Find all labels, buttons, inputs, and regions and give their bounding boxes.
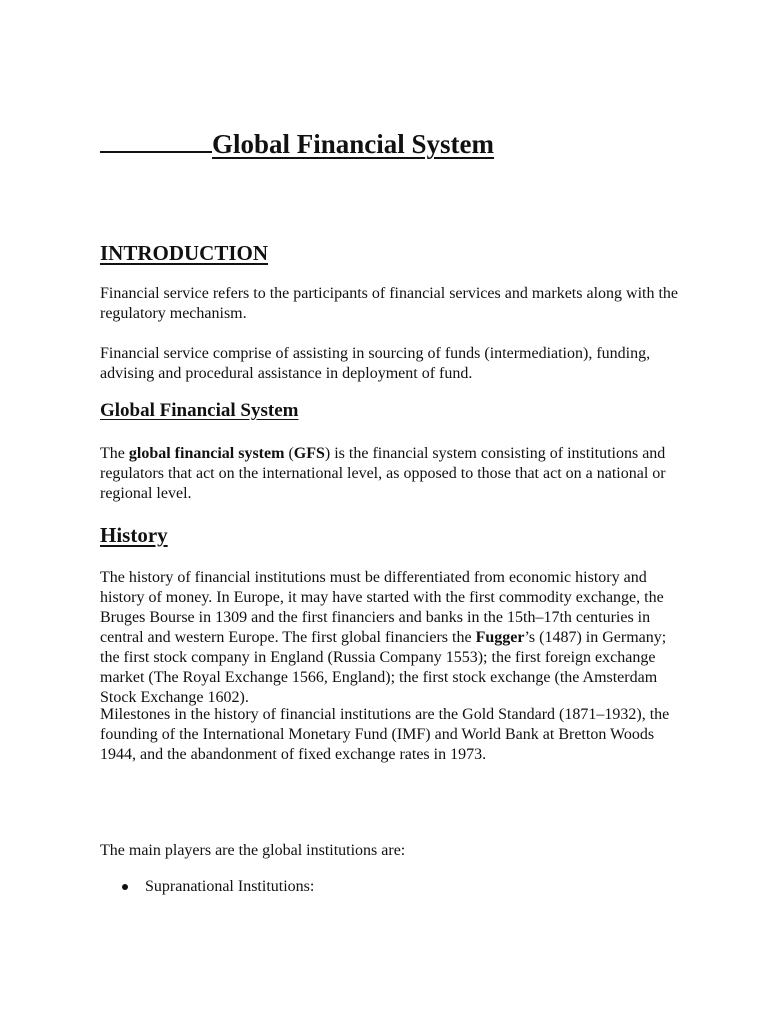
introduction-heading: INTRODUCTION: [100, 241, 269, 265]
history-para1-part2: ’s (1487) in Germany; the first stock company in England (Russia Company 1553); the first foreign exchange market (The Royal Exchange 1566, England); the first stock exchange (the Amsterdam Stock Exchange 1602).: [100, 629, 667, 706]
history-heading: History: [100, 523, 168, 547]
introduction-paragraph-2: Financial service comprise of assisting in sourcing of funds (intermediation), funding, advising and procedural assistance in deployment of fund.: [100, 345, 651, 382]
introduction-paragraph-1: Financial service refers to the participants of financial services and markets along with the regulatory mechanism.: [100, 285, 679, 322]
list-item: [100, 877, 314, 897]
gfs-paren-open: (: [284, 445, 294, 462]
document-title: [100, 124, 540, 161]
gfs-abbr: GFS: [293, 445, 325, 462]
gfs-para-rest: ) is the financial system consisting of institutions and regulators that act on the international level, as opposed to those that act on a national or regional level.: [100, 445, 666, 502]
document-title-text: Global Financial System: [212, 129, 495, 159]
title-leading-rule: [100, 124, 212, 153]
gfs-para-prefix: The: [100, 445, 129, 462]
players-intro: The main players are the global institutions are:: [100, 842, 406, 859]
gfs-heading: Global Financial System: [100, 400, 299, 421]
list-item-text: Supranational Institutions:: [145, 878, 315, 895]
gfs-paragraph: [100, 444, 680, 504]
bullet-icon: [122, 884, 128, 890]
gfs-term: global financial system: [128, 445, 285, 462]
history-para1-bold: Fugger: [475, 629, 525, 646]
players-list: [100, 877, 314, 897]
history-para1-part1: The history of financial institutions must be differentiated from economic history and history of money. In Europe, it may have started with the first commodity exchange, the Bruges Bourse in 1309 and the first financiers and banks in the 15th–17th centuries in central and western Europe. The first global financiers the: [100, 569, 664, 646]
history-paragraph-1: [100, 568, 680, 708]
history-paragraph-2: Milestones in the history of financial institutions are the Gold Standard (1871–1932), the founding of the International Monetary Fund (IMF) and World Bank at Bretton Woods 1944, and the abandonment of fixed exchange rates in 1973.: [100, 706, 670, 763]
